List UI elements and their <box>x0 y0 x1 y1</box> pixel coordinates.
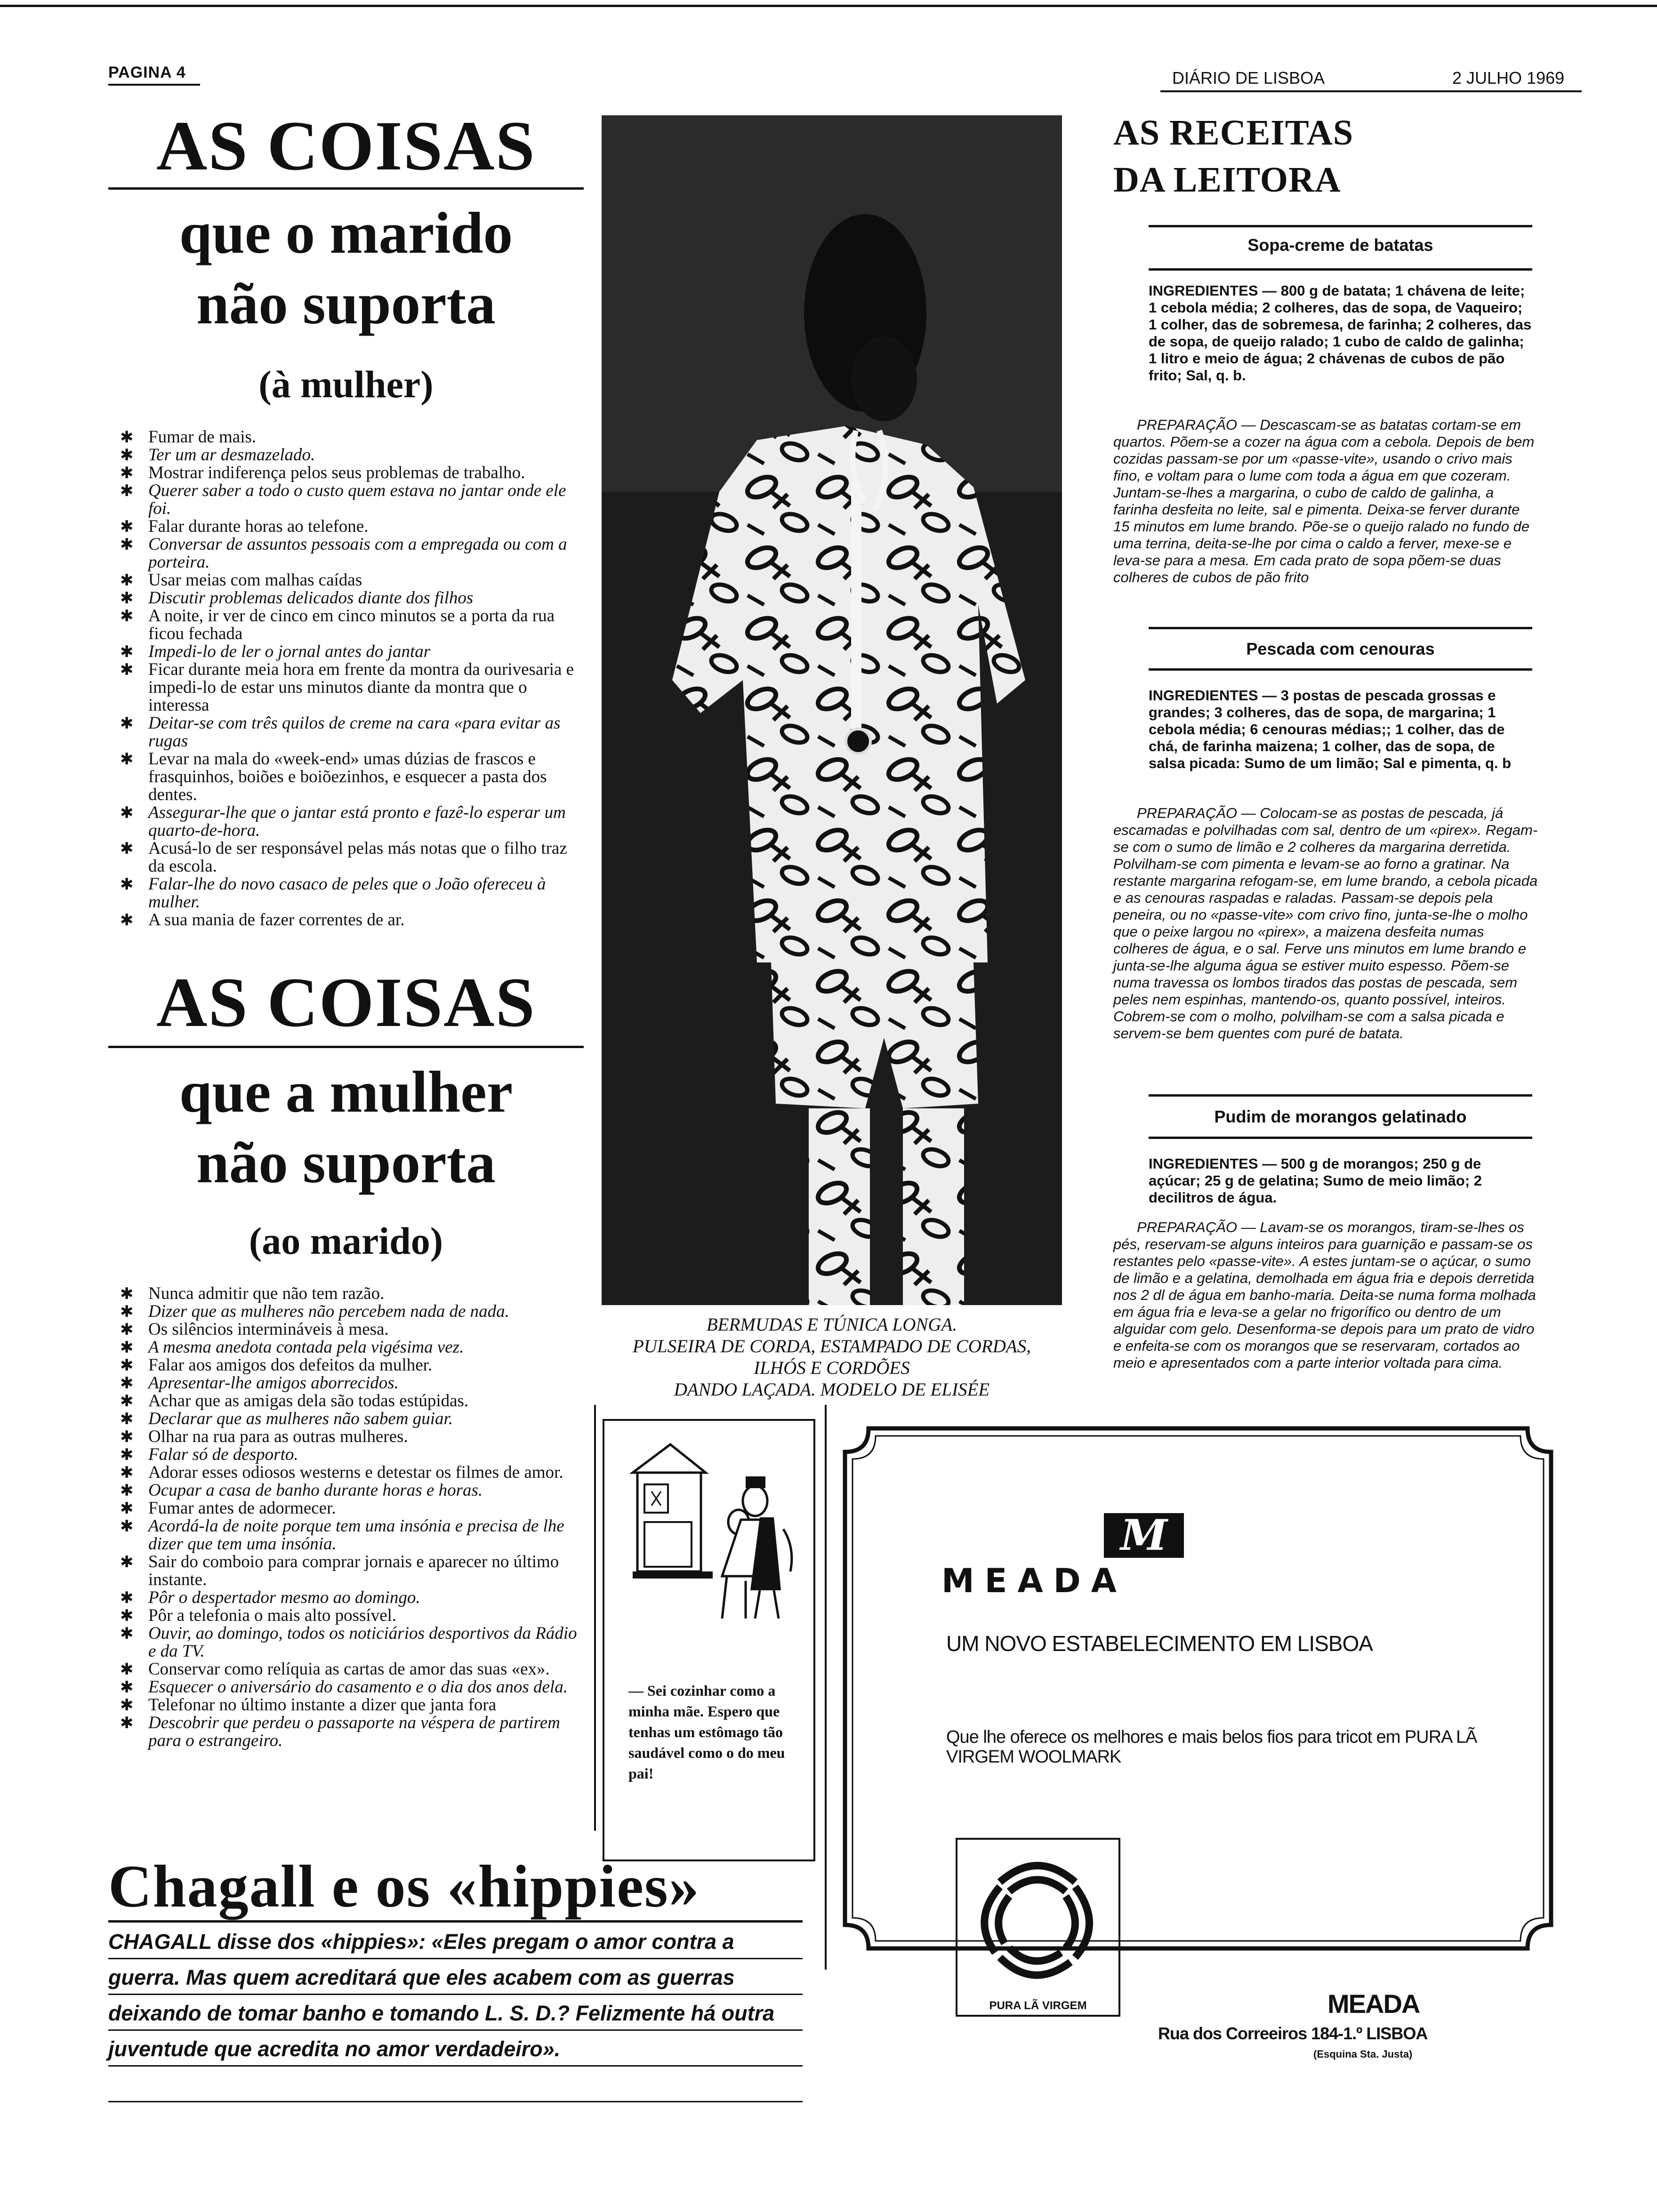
list-item-text: Telefonar no último instante a dizer que janta fora <box>148 1695 497 1715</box>
asterisk-icon: ✱ <box>120 1481 134 1500</box>
asterisk-icon: ✱ <box>120 1356 134 1375</box>
list-item <box>120 1625 584 1660</box>
list-item-text: Usar meias com malhas caídas <box>148 570 362 590</box>
list-item-text: Descobrir que perdeu o passaporte na véspera de partirem para o estrangeiro. <box>148 1713 560 1750</box>
list-item-text: Olhar na rua para as outras mulheres. <box>148 1427 408 1446</box>
asterisk-icon: ✱ <box>120 839 134 858</box>
asterisk-icon: ✱ <box>120 1553 134 1571</box>
list-item-text: Mostrar indiferença pelos seus problemas de trabalho. <box>148 463 525 482</box>
list-item-text: Ter um ar desmazelado. <box>148 445 315 465</box>
list-item-text: Impedi-lo de ler o jornal antes do jantar <box>148 642 431 661</box>
fashion-photo-illustration <box>602 115 1062 1305</box>
recipes-title <box>1113 109 1353 203</box>
asterisk-icon: ✱ <box>120 1624 134 1643</box>
list-item-text: Falar só de desporto. <box>148 1445 298 1464</box>
asterisk-icon: ✱ <box>120 1606 134 1625</box>
list-item-text: Dizer que as mulheres não percebem nada de nada. <box>148 1302 509 1321</box>
asterisk-icon: ✱ <box>120 1678 134 1697</box>
recipe3-rule-bottom <box>1149 1137 1532 1139</box>
asterisk-icon: ✱ <box>120 1463 134 1482</box>
list-item <box>120 1517 584 1553</box>
top-border <box>0 5 1657 7</box>
list-item-text: Querer saber a todo o custo quem estava no jantar onde ele foi. <box>148 481 566 518</box>
article1-title-rule <box>108 187 584 190</box>
list-item-text: Falar-lhe do novo casaco de peles que o João ofereceu à mulher. <box>148 874 546 912</box>
header-rule <box>1160 90 1582 92</box>
recipe1-preparation: PREPARAÇÃO — Descascam-se as batatas cortam-se em quartos. Põem-se a cozer na água com a cebola. Depois de bem cozidas passam-se por um «passe-vite», usando o crivo mais fino, e voltam para o lume com toda a água em que cozeram. Juntam-se-lhes a margarina, o cubo de caldo de galinha, a farinha desfeita no leite, sal e pimenta. Deixa-se ferver durante 15 minutos em lume brando. Põe-se o queijo ralado no fundo de uma terrina, deita-se-lhe por cima o caldo a ferver, mexe-se e leva-se para a mesa. Em cada prato de sopa põem-se duas colheres de cubos de pão frito <box>1113 417 1535 585</box>
list-item <box>120 1482 584 1499</box>
woolmark-logo <box>956 1838 1120 2017</box>
list-item-text: Conversar de assuntos pessoais com a empregada ou com a porteira. <box>148 535 567 572</box>
list-item-text: Acordá-la de noite porque tem uma insónia e precisa de lhe dizer que tem uma insónia. <box>148 1516 564 1554</box>
cartoon-box <box>603 1419 815 1861</box>
recipes-title-line-2: DA LEITORA <box>1113 160 1341 200</box>
list-item <box>120 1428 584 1446</box>
recipe1-rule-bottom <box>1149 268 1532 271</box>
list-item-text: Apresentar-lhe amigos aborrecidos. <box>148 1373 399 1393</box>
meada-ad <box>840 1424 1556 1953</box>
woolmark-label: PURA LÃ VIRGEM <box>989 1999 1087 2012</box>
list-item <box>120 1660 584 1678</box>
ad-tagline: Que lhe oferece os melhores e mais belos fios para tricot em PURA LÃ VIRGEM WOOLMARK <box>946 1727 1477 1767</box>
list-item-text: Discutir problemas delicados diante dos filhos <box>148 588 474 608</box>
asterisk-icon: ✱ <box>120 589 134 608</box>
list-item <box>120 643 584 661</box>
list-item-text: Achar que as amigas dela são todas estúpidas. <box>148 1391 469 1411</box>
caption-line-3: ILHÓS E CORDÕES <box>754 1358 910 1378</box>
article1-list <box>120 428 584 929</box>
asterisk-icon: ✱ <box>120 535 134 554</box>
list-item-text: Nunca admitir que não tem razão. <box>148 1284 385 1303</box>
asterisk-icon: ✱ <box>120 1302 134 1321</box>
recipe2-ingredients: INGREDIENTES — 3 postas de pescada grossas e grandes; 3 colheres, das de sopa, de margarina; 1 cebola média; 6 cenouras médias;; 1 colher, das de chá, de farinha maizena; 1 colher, das de sopa, de salsa picada: Sumo de um limão; Sal e pimenta, q. b <box>1149 687 1512 771</box>
asterisk-icon: ✱ <box>120 1410 134 1428</box>
asterisk-icon: ✱ <box>120 1588 134 1607</box>
asterisk-icon: ✱ <box>120 1284 134 1303</box>
list-item <box>120 1392 584 1410</box>
article2-title-rule <box>108 1046 584 1048</box>
asterisk-icon: ✱ <box>120 1427 134 1446</box>
list-item <box>120 536 584 571</box>
list-item <box>120 750 584 804</box>
asterisk-icon: ✱ <box>120 1392 134 1411</box>
recipe2-rule-bottom <box>1149 668 1532 671</box>
asterisk-icon: ✱ <box>120 1320 134 1339</box>
list-item <box>120 840 584 875</box>
list-item-text: Pôr a telefonia o mais alto possível. <box>148 1606 397 1625</box>
caption-line-2: PULSEIRA DE CORDA, ESTAMPADO DE CORDAS, <box>632 1336 1031 1356</box>
asterisk-icon: ✱ <box>120 1445 134 1464</box>
list-item-text: Falar durante horas ao telefone. <box>148 517 369 536</box>
asterisk-icon: ✱ <box>120 607 134 625</box>
chagall-line-4 <box>108 2065 803 2067</box>
list-item-text: Esquecer o aniversário do casamento e o dia dos anos dela. <box>148 1677 568 1697</box>
list-item <box>120 714 584 750</box>
article1-paren: (à mulher) <box>258 363 434 406</box>
ad-shop-name: MEADA <box>1327 1989 1420 2019</box>
asterisk-icon: ✱ <box>120 1374 134 1393</box>
asterisk-icon: ✱ <box>120 428 134 447</box>
recipe2-preparation: PREPARAÇÃO — Colocam-se as postas de pescada, já escamadas e polvilhadas com sal, dentro de um «pirex». Regam-se com o sumo de limão e 2 colheres da margarina derretida. Polvilham-se com pimenta e levam-se ao forno a gratinar. Na restante margarina refogam-se, em lume brando, a cebola picada e as cenouras raspadas e raladas. Passam-se depois pela peneira, ou no «passe-vite» com crivo fino, junta-se-lhe o molho que o peixe largou no «pirex», a maizena desfeita numas colheres de água, e o sal. Ferve uns minutos em lume brando e junta-se-lhe alguma água se estiver muito espesso. Põem-se numa travessa os lombos tirados das postas de pescada, sem peles nem espinhas, mantendo-os, quanto possível, inteiros. Cobrem-se com o molho, polvilham-se com a salsa picada e servem-se bem quentes com puré de batata. <box>1113 805 1538 1042</box>
chagall-line-3 <box>108 2029 803 2031</box>
recipe3-preparation: PREPARAÇÃO — Lavam-se os morangos, tiram-se-lhes os pés, reservam-se alguns inteiros para guarnição e passam-se os restantes pelo «passe-vite». A estes juntam-se o açúcar, o sumo de limão e a gelatina, demolhada em água fria e depois derretida nos 2 dl de água em banho-maria. Deita-se numa forma molhada em água fria e leva-se a gelar no frigorífico ou dentro de um alguidar com gelo. Desenforma-se depois para um prato de vidro e enfeita-se com os morangos que se reservaram, cortados ao meio e apresentados com a parte interior voltada para cima. <box>1113 1219 1536 1371</box>
list-item-text: Fumar de mais. <box>148 427 257 447</box>
ad-address-corner: (Esquina Sta. Justa) <box>1313 2048 1413 2060</box>
list-item <box>120 1321 584 1338</box>
asterisk-icon: ✱ <box>120 481 134 500</box>
list-item-text: A noite, ir ver de cinco em cinco minutos se a porta da rua ficou fechada <box>148 606 555 643</box>
asterisk-icon: ✱ <box>120 1517 134 1536</box>
list-item <box>120 1338 584 1356</box>
list-item <box>120 428 584 446</box>
recipe3-name: Pudim de morangos gelatinado <box>1214 1107 1467 1126</box>
article2-subtitle-1: que a mulher <box>179 1060 513 1125</box>
ad-logo-mark: M <box>1104 1513 1184 1558</box>
list-item <box>120 571 584 589</box>
recipe2-name: Pescada com cenouras <box>1246 639 1435 658</box>
list-item <box>120 1374 584 1392</box>
list-item <box>120 446 584 464</box>
chagall-body: CHAGALL disse dos «hippies»: «Eles pregam o amor contra a guerra. Mas quem acreditará que eles acabem com as guerras deixando de tomar banho e tomando L. S. D.? Felizmente há outra juventude que acredita no amor verdadeiro». <box>108 1930 775 2061</box>
chagall-title-rule <box>108 1920 803 1923</box>
list-item <box>120 607 584 643</box>
asterisk-icon: ✱ <box>120 803 134 822</box>
asterisk-icon: ✱ <box>120 464 134 482</box>
list-item <box>120 1410 584 1428</box>
article2-subtitle-2: não suporta <box>196 1130 496 1195</box>
issue-date: 2 JULHO 1969 <box>1452 68 1565 88</box>
asterisk-icon: ✱ <box>120 642 134 661</box>
article2-paren: (ao marido) <box>249 1219 443 1262</box>
asterisk-icon: ✱ <box>120 714 134 733</box>
asterisk-icon: ✱ <box>120 1338 134 1357</box>
recipe1-name: Sopa-creme de batatas <box>1247 235 1433 255</box>
list-item-text: Levar na mala do «week-end» umas dúzias de frascos e frasquinhos, boiões e boiõezinhos, e esquecer a pasta dos dentes. <box>148 749 547 804</box>
list-item <box>120 1696 584 1714</box>
ad-brand-name: MEADA <box>941 1562 1127 1600</box>
article1-subtitle-2: não suporta <box>196 272 496 337</box>
asterisk-icon: ✱ <box>120 911 134 930</box>
cartoon-drawing <box>604 1421 813 1666</box>
recipe3-ingredients: INGREDIENTES — 500 g de morangos; 250 g de açúcar; 25 g de gelatina; Sumo de meio limão; 2 decilitros de água. <box>1149 1155 1482 1206</box>
page-label-underline <box>108 84 200 86</box>
list-item <box>120 1285 584 1303</box>
list-item <box>120 1678 584 1696</box>
fashion-photo <box>602 115 1062 1305</box>
list-item <box>120 1464 584 1482</box>
list-item-text: Sair do comboio para comprar jornais e aparecer no último instante. <box>148 1552 559 1589</box>
list-item <box>120 804 584 840</box>
list-item <box>120 911 584 929</box>
list-item <box>120 1607 584 1625</box>
list-item-text: A mesma anedota contada pela vigésima vez. <box>148 1338 464 1357</box>
ad-border <box>840 1424 1556 1953</box>
caption-line-4: DANDO LAÇADA. MODELO DE ELISÉE <box>674 1379 990 1400</box>
list-item-text: Assegurar-lhe que o jantar está pronto e fazê-lo esperar um quarto-de-hora. <box>148 803 566 840</box>
column-separator-left <box>594 1405 596 1831</box>
asterisk-icon: ✱ <box>120 1714 134 1732</box>
list-item-text: Deitar-se com três quilos de creme na cara «para evitar as rugas <box>148 713 561 751</box>
asterisk-icon: ✱ <box>120 875 134 894</box>
list-item <box>120 661 584 714</box>
page-number: PAGINA 4 <box>108 64 186 81</box>
chagall-line-1 <box>108 1958 803 1959</box>
list-item-text: Ficar durante meia hora em frente da montra da ourivesaria e impedi-lo de estar uns minutos diante da montra que o interessa <box>148 660 574 715</box>
list-item <box>120 1446 584 1464</box>
chagall-line-2 <box>108 1994 803 1995</box>
asterisk-icon: ✱ <box>120 571 134 590</box>
list-item-text: Os silêncios intermináveis à mesa. <box>148 1320 389 1339</box>
photo-caption <box>602 1314 1062 1401</box>
woolmark-icon <box>957 1840 1118 1990</box>
asterisk-icon: ✱ <box>120 517 134 536</box>
newspaper-name: DIÁRIO DE LISBOA <box>1172 68 1325 88</box>
asterisk-icon: ✱ <box>120 1660 134 1679</box>
list-item <box>120 589 584 607</box>
list-item-text: Ocupar a casa de banho durante horas e horas. <box>148 1481 483 1500</box>
list-item <box>120 1356 584 1374</box>
list-item <box>120 875 584 911</box>
ad-headline: UM NOVO ESTABELECIMENTO EM LISBOA <box>946 1631 1373 1656</box>
list-item <box>120 518 584 536</box>
recipe3-rule-top <box>1149 1094 1532 1097</box>
asterisk-icon: ✱ <box>120 750 134 769</box>
article1-subtitle-1: que o marido <box>179 201 513 266</box>
list-item-text: Pôr o despertador mesmo ao domingo. <box>148 1588 420 1607</box>
recipes-title-line-1: AS RECEITAS <box>1113 113 1354 152</box>
ad-address: Rua dos Correeiros 184-1.º LISBOA <box>1158 2024 1428 2043</box>
asterisk-icon: ✱ <box>120 1499 134 1518</box>
caption-line-1: BERMUDAS E TÚNICA LONGA. <box>706 1314 957 1335</box>
cartoon-caption: — Sei cozinhar como a minha mãe. Espero que tenhas um estômago tão saudável como o do meu pai! <box>628 1682 785 1782</box>
article1-title: AS COISAS <box>156 107 536 185</box>
column-separator-middle <box>825 1405 827 1970</box>
list-item-text: Ouvir, ao domingo, todos os noticiários desportivos da Rádio e da TV. <box>148 1624 577 1661</box>
recipe1-rule-top <box>1149 225 1532 227</box>
asterisk-icon: ✱ <box>120 446 134 465</box>
list-item-text: Declarar que as mulheres não sabem guiar. <box>148 1409 453 1428</box>
recipe1-ingredients: INGREDIENTES — 800 g de batata; 1 chávena de leite; 1 cebola média; 2 colheres, das de sopa, de Vaqueiro; 1 colher, das de sobremesa, de farinha; 2 colheres, das de sopa, de queijo ralado; 1 cubo de caldo de galinha; 1 litro e meio de água; 2 chávenas de cubos de pão frito; Sal, q. b. <box>1149 282 1532 384</box>
list-item <box>120 464 584 482</box>
list-item-text: Acusá-lo de ser responsável pelas más notas que o filho traz da escola. <box>148 839 567 876</box>
list-item <box>120 1303 584 1321</box>
chagall-title: Chagall e os «hippies» <box>108 1853 700 1920</box>
chagall-line-5 <box>108 2101 803 2102</box>
list-item <box>120 1714 584 1750</box>
list-item <box>120 1499 584 1517</box>
recipe2-rule-top <box>1149 627 1532 629</box>
asterisk-icon: ✱ <box>120 1696 134 1715</box>
list-item-text: Adorar esses odiosos westerns e detestar os filmes de amor. <box>148 1463 563 1482</box>
list-item-text: Fumar antes de adormecer. <box>148 1499 336 1518</box>
article2-list <box>120 1285 584 1750</box>
asterisk-icon: ✱ <box>120 660 134 679</box>
list-item-text: Falar aos amigos dos defeitos da mulher. <box>148 1355 433 1375</box>
list-item <box>120 1553 584 1589</box>
article2-title: AS COISAS <box>156 963 536 1042</box>
list-item <box>120 482 584 518</box>
list-item <box>120 1589 584 1607</box>
list-item-text: Conservar como relíquia as cartas de amor das suas «ex». <box>148 1659 550 1679</box>
list-item-text: A sua mania de fazer correntes de ar. <box>148 910 405 930</box>
